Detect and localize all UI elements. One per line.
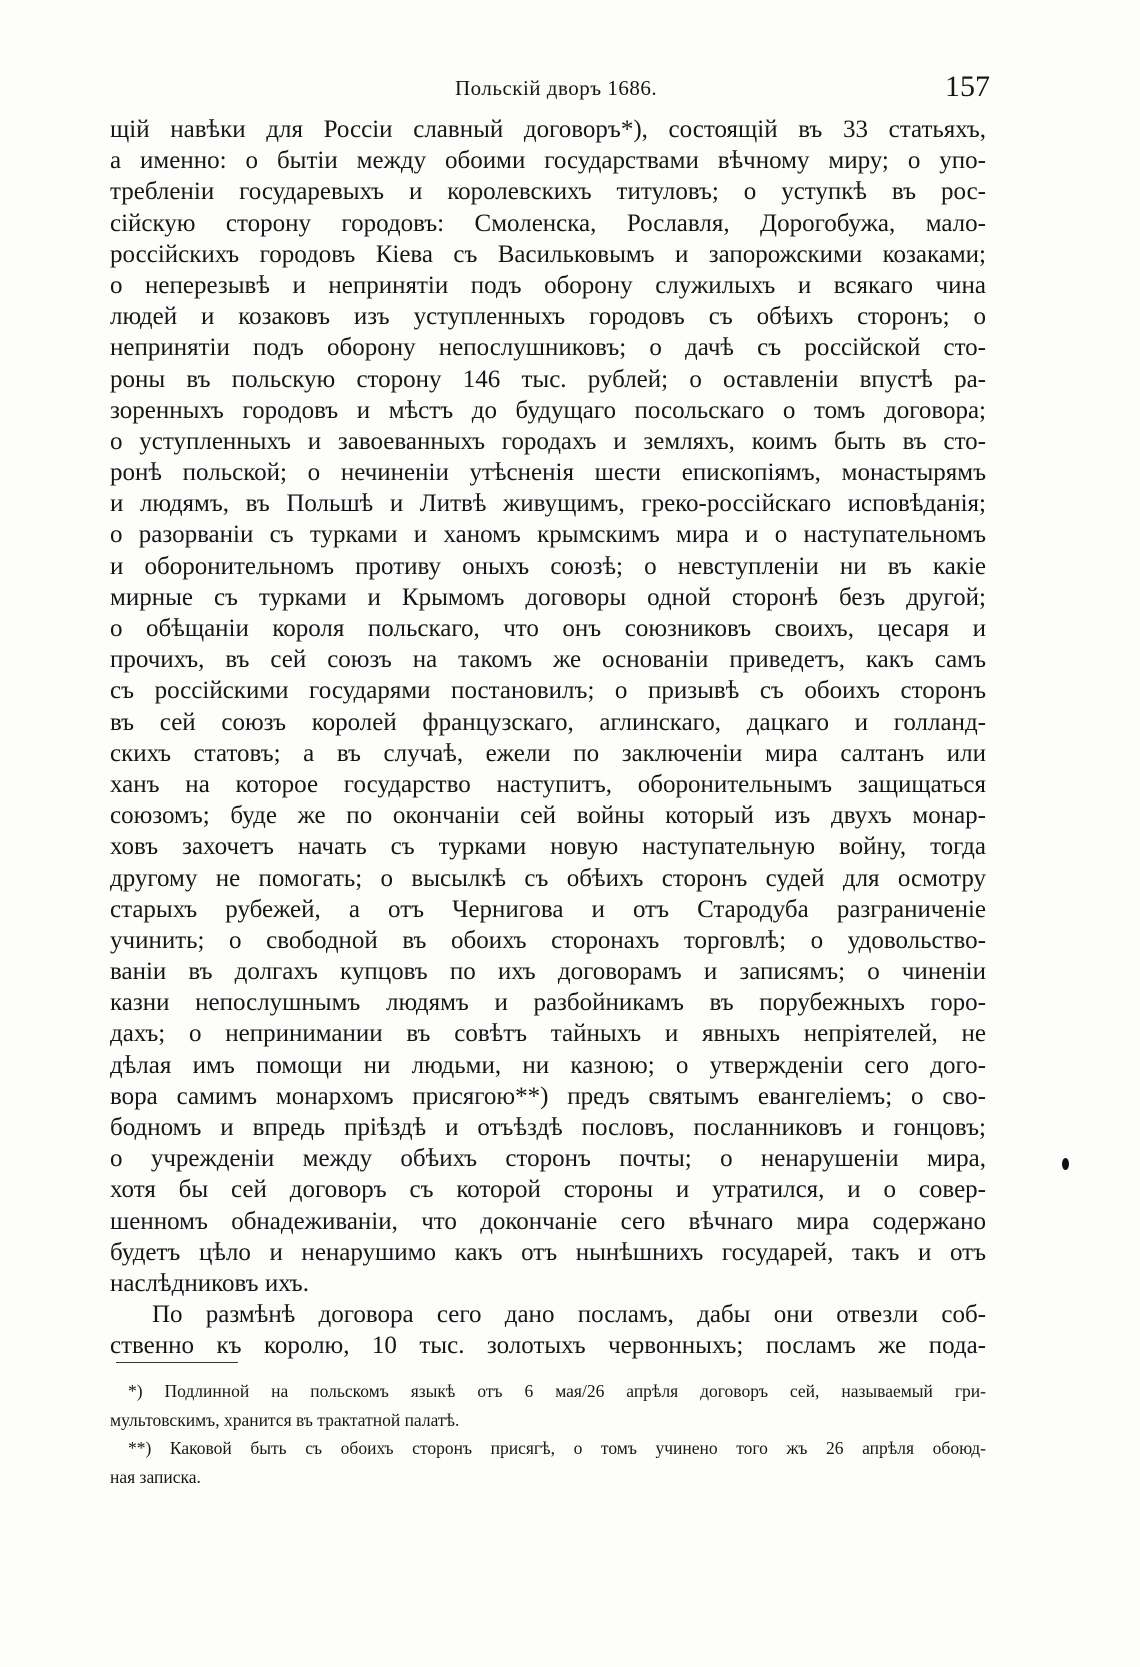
- ink-speck: [1062, 1158, 1069, 1170]
- text-line: ваніи въ долгахъ купцовъ по ихъ договорамъ и записямъ; о чиненіи: [110, 958, 986, 986]
- text-line: прочихъ, въ сей союзъ на такомъ же основаніи приведетъ, какъ самъ: [110, 646, 986, 674]
- text-line: о учрежденіи между обѣихъ сторонъ почты; о ненарушеніи мира,: [110, 1145, 986, 1173]
- text-line: будетъ цѣло и ненарушимо какъ отъ нынѣшнихъ государей, такъ и отъ: [110, 1238, 986, 1266]
- running-title: Польскій дворъ 1686.: [455, 76, 658, 100]
- footnote-1-line: мультовскимъ, хранится въ трактатной палатѣ.: [110, 1409, 460, 1430]
- text-line: ховъ захочетъ начать съ турками новую наступательную войну, тогда: [110, 833, 986, 861]
- text-line: мирные съ турками и Крымомъ договоры одной сторонѣ безъ другой;: [110, 583, 986, 611]
- text-line: и оборонительномъ противу оныхъ союзѣ; о невступленіи ни въ какіе: [110, 552, 986, 580]
- text-line: другому не помогать; о высылкѣ съ обѣихъ сторонъ судей для осмотру: [110, 864, 986, 892]
- text-line: скихъ статовъ; а въ случаѣ, ежели по заключеніи мира салтанъ или: [110, 739, 986, 767]
- text-line: а именно: о бытіи между обоими государствами вѣчному миру; о упо-: [110, 147, 986, 175]
- text-line: съ россійскими государями постановилъ; о призывѣ съ обоихъ сторонъ: [110, 677, 986, 705]
- footnotes: [110, 1377, 986, 1491]
- text-line: зоренныхъ городовъ и мѣстъ до будущаго посольскаго о томъ договора;: [110, 396, 986, 424]
- text-line: о уступленныхъ и завоеванныхъ городахъ и земляхъ, коимъ быть въ сто-: [110, 427, 986, 455]
- text-line: казни непослушнымъ людямъ и разбойникамъ въ порубежныхъ горо-: [110, 989, 986, 1017]
- text-line: союзомъ; буде же по окончаніи сей войны который изъ двухъ монар-: [110, 802, 986, 830]
- text-line: учинить; о свободной въ обоихъ сторонахъ торговлѣ; о удовольство-: [110, 926, 986, 954]
- text-line: дѣлая имъ помощи ни людьми, ни казною; о утвержденіи сего дого-: [110, 1051, 986, 1079]
- running-head: [110, 70, 990, 110]
- text-line: въ сей союзъ королей французскаго, аглинскаго, дацкаго и голланд-: [110, 708, 986, 736]
- text-line: ронѣ польской; о нечиненіи утѣсненія шести епископіямъ, монастырямъ: [110, 459, 986, 487]
- paragraph-start-line: По размѣнѣ договора сего дано посламъ, дабы они отвезли соб-: [152, 1301, 986, 1329]
- text-line: старыхъ рубежей, а отъ Чернигова и отъ Стародуба разграниченіе: [110, 895, 986, 923]
- text-line: бодномъ и впредь пріѣздѣ и отъѣздѣ пословъ, посланниковъ и гонцовъ;: [110, 1114, 986, 1141]
- text-line: ственно къ королю, 10 тыс. золотыхъ червонныхъ; посламъ же пода-: [110, 1332, 986, 1360]
- text-line: щій навѣки для Россіи славный договоръ*), состоящій въ 33 статьяхъ,: [110, 116, 986, 143]
- text-line: о обѣщаніи короля польскаго, что онъ союзниковъ своихъ, цесаря и: [110, 615, 986, 642]
- text-line: роны въ польскую сторону 146 тыс. рублей; о оставленіи впустѣ ра-: [110, 365, 986, 393]
- text-line: вора самимъ монархомъ присягою**) предъ святымъ евангеліемъ; о сво-: [110, 1082, 986, 1110]
- text-line: о разорваніи съ турками и ханомъ крымскимъ мира и о наступательномъ: [110, 521, 986, 549]
- footnote-2-line: ная записка.: [110, 1466, 201, 1487]
- text-line: непринятіи подъ оборону непослушниковъ; о дачѣ съ россійской сто-: [110, 334, 986, 362]
- footnote-1-line: *) Подлинной на польскомъ языкѣ отъ 6 мая/26 апрѣля договоръ сей, называемый гри-: [128, 1381, 986, 1401]
- body-text: [110, 114, 986, 1362]
- text-line: и людямъ, въ Польшѣ и Литвѣ живущимъ, греко-россійскаго исповѣданія;: [110, 490, 986, 518]
- text-line: о неперезывѣ и непринятіи подъ оборону служилыхъ и всякаго чина: [110, 271, 986, 299]
- text-line: дахъ; о непринимании въ совѣтъ тайныхъ и явныхъ непріятелей, не: [110, 1020, 986, 1048]
- footnote-2-line: **) Каковой быть съ обоихъ сторонъ присягѣ, о томъ учинено того жъ 26 апрѣля обоюд-: [128, 1438, 986, 1458]
- page-number: 157: [945, 70, 990, 103]
- text-line: людей и козаковъ изъ уступленныхъ городовъ съ обѣихъ сторонъ; о: [110, 303, 986, 331]
- text-line: ханъ на которое государство наступитъ, оборонительнымъ защищаться: [110, 770, 986, 798]
- text-line: сійскую сторону городовъ: Смоленска, Рославля, Дорогобужа, мало-: [110, 209, 986, 237]
- footnote-separator: [116, 1362, 238, 1363]
- text-line: наслѣдниковъ ихъ.: [110, 1269, 309, 1297]
- text-line: хотя бы сей договоръ съ которой стороны и утратился, и о совер-: [110, 1176, 986, 1204]
- text-line: шенномъ обнадеживаніи, что докончаніе сего вѣчнаго мира содержано: [110, 1207, 986, 1235]
- text-line: россійскихъ городовъ Кіева съ Васильковымъ и запорожскими козаками;: [110, 240, 986, 268]
- text-line: требленіи государевыхъ и королевскихъ титуловъ; о уступкѣ въ рос-: [110, 178, 986, 206]
